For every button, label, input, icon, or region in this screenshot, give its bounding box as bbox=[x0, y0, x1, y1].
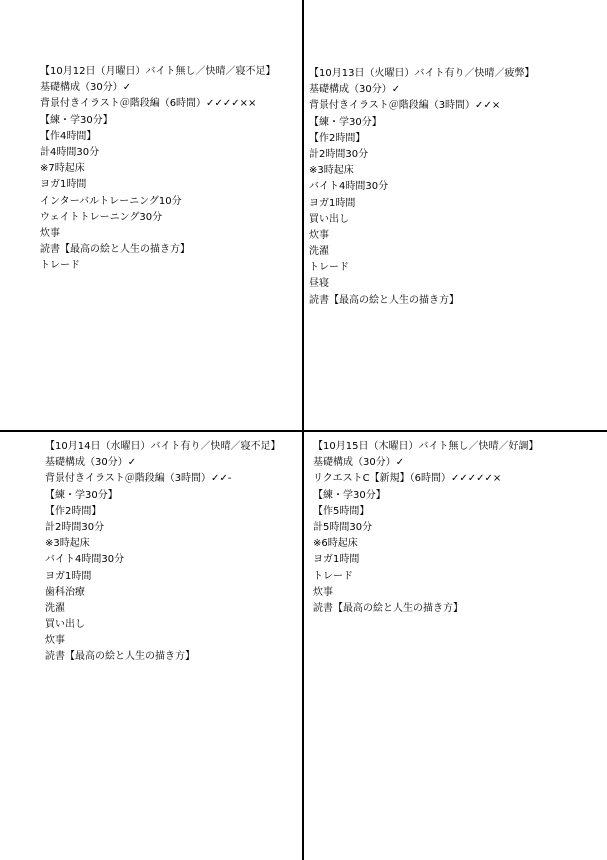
entry-line: 炊事 bbox=[309, 229, 329, 241]
entry-heading: 【10月12日（月曜日）バイト無し／快晴／寝不足】 bbox=[40, 66, 276, 77]
entry-line: 【作5時間】 bbox=[313, 505, 370, 517]
entry-line: 歯科治療 bbox=[45, 586, 85, 598]
entry-line: 背景付きイラスト＠階段編（6時間）✓✓✓✓×× bbox=[40, 98, 257, 110]
entry-line: 炊事 bbox=[45, 635, 65, 647]
entry-line: 基礎構成（30分）✓ bbox=[309, 84, 401, 96]
entry-line: バイト4時間30分 bbox=[45, 554, 125, 566]
entry-line: 洗濯 bbox=[309, 246, 329, 258]
entry-line: 読書【最高の絵と人生の描き方】 bbox=[45, 651, 195, 663]
entry-line: リクエストC【新規】（6時間）✓✓✓✓✓× bbox=[313, 473, 502, 485]
entry-line: ウェイトトレーニング30分 bbox=[40, 211, 163, 223]
entry-line: 【練・学30分】 bbox=[40, 114, 113, 126]
entry-line: ヨガ1時間 bbox=[45, 570, 92, 582]
entry-line: 計2時間30分 bbox=[309, 148, 369, 160]
entry-line: 読書【最高の絵と人生の描き方】 bbox=[309, 294, 459, 306]
entry-line: 背景付きイラスト＠階段編（3時間）✓✓× bbox=[309, 100, 501, 112]
entry-heading: 【10月14日（水曜日）バイト有り／快晴／寝不足】 bbox=[45, 441, 281, 452]
entry-line: 読書【最高の絵と人生の描き方】 bbox=[313, 602, 463, 614]
entry-line: ※6時起床 bbox=[313, 538, 358, 550]
entry-line: 【作2時間】 bbox=[45, 505, 102, 517]
entry-heading: 【10月15日（木曜日）バイト無し／快晴／好調】 bbox=[313, 441, 539, 452]
horizontal-divider bbox=[0, 430, 607, 432]
entry-line: インターバルトレーニング10分 bbox=[40, 195, 182, 207]
day-entry-oct-15 bbox=[313, 439, 538, 617]
day-entry-oct-13 bbox=[309, 66, 534, 309]
entry-line: 基礎構成（30分）✓ bbox=[45, 457, 137, 469]
entry-line: 炊事 bbox=[40, 227, 60, 239]
entry-heading: 【10月13日（火曜日）バイト有り／快晴／疲弊】 bbox=[309, 68, 535, 79]
entry-line: 【練・学30分】 bbox=[309, 116, 382, 128]
day-entry-oct-14 bbox=[45, 439, 280, 666]
entry-line: 昼寝 bbox=[309, 278, 329, 290]
entry-line: 計5時間30分 bbox=[313, 521, 373, 533]
entry-line: ヨガ1時間 bbox=[40, 179, 87, 191]
entry-line: バイト4時間30分 bbox=[309, 181, 389, 193]
entry-line: ※7時起床 bbox=[40, 163, 85, 175]
entry-line: 背景付きイラスト＠階段編（3時間）✓✓- bbox=[45, 473, 232, 485]
entry-line: トレード bbox=[313, 570, 353, 582]
entry-line: トレード bbox=[309, 262, 349, 274]
entry-line: 読書【最高の絵と人生の描き方】 bbox=[40, 244, 190, 256]
entry-line: 洗濯 bbox=[45, 602, 65, 614]
entry-line: 【練・学30分】 bbox=[45, 489, 118, 501]
entry-line: ヨガ1時間 bbox=[313, 554, 360, 566]
entry-line: トレード bbox=[40, 260, 80, 272]
entry-line: 計4時間30分 bbox=[40, 146, 100, 158]
entry-line: ヨガ1時間 bbox=[309, 197, 356, 209]
entry-line: 買い出し bbox=[45, 619, 85, 631]
entry-line: 【作4時間】 bbox=[40, 130, 97, 142]
entry-line: 基礎構成（30分）✓ bbox=[40, 82, 132, 94]
entry-line: 基礎構成（30分）✓ bbox=[313, 457, 405, 469]
entry-line: 炊事 bbox=[313, 586, 333, 598]
day-entry-oct-12 bbox=[40, 64, 275, 274]
entry-line: 買い出し bbox=[309, 213, 349, 225]
entry-line: ※3時起床 bbox=[45, 538, 90, 550]
entry-line: ※3時起床 bbox=[309, 165, 354, 177]
entry-line: 計2時間30分 bbox=[45, 521, 105, 533]
entry-line: 【作2時間】 bbox=[309, 132, 366, 144]
entry-line: 【練・学30分】 bbox=[313, 489, 386, 501]
